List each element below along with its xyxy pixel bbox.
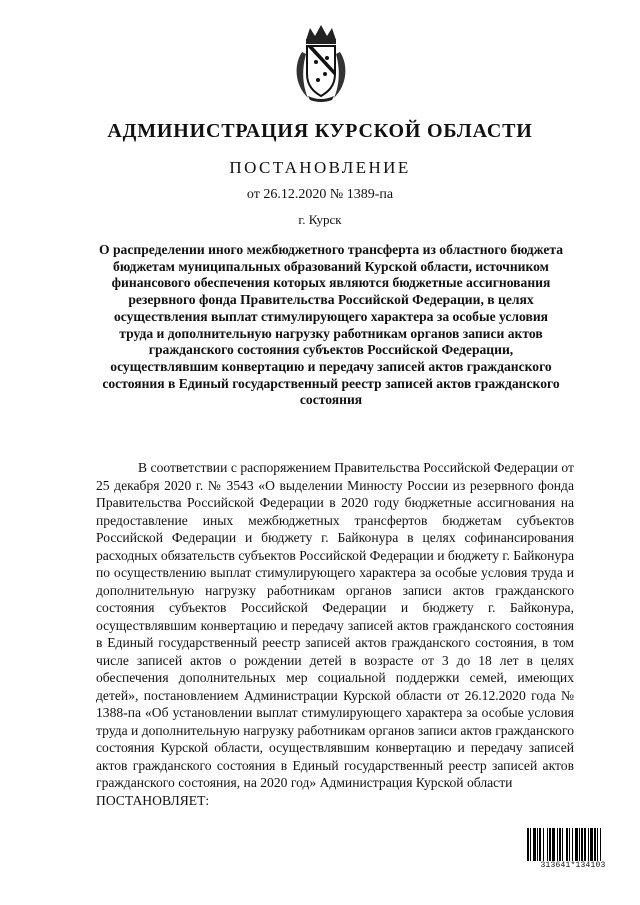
document-body xyxy=(96,459,574,809)
coat-of-arms-emblem xyxy=(292,22,350,102)
document-title: О распределении иного межбюджетного трансферта из областного бюджета бюджетам муниципальных образований Курской области, источником финансового обеспечения которых являются бюджетные ассигнования резервного фонда Правительства Российской Федерации, в целях осуществления выплат стимулирующего характера за особые условия труда и дополнительную нагрузку работникам органов записи актов гражданского состояния субъектов Российской Федерации, осуществлявшим конвертацию и передачу записей актов гражданского состояния в Единый государственный реестр записей актов гражданского состояния xyxy=(99,242,563,408)
document-date-number: от 26.12.2020 № 1389-па xyxy=(246,187,394,202)
document-city: г. Курск xyxy=(298,212,342,227)
body-paragraph: В соответствии с распоряжением Правительства Российской Федерации от 25 декабря 2020 г. № 3543 «О выделении Минюсту России из резервного фонда Правительства Российской Федерации в 2020 году бюджетные ассигнования на предоставление иных межбюджетных трансфертов бюджетам субъектов Российской Федерации и бюджету г. Байконура в целях софинансирования расходных обязательств субъектов Российской Федерации и бюджету г. Байконура по осуществлению выплат стимулирующего характера за особые условия труда и дополнительную нагрузку работникам органов записи актов гражданского состояния субъектов Российской Федерации и бюджету г. Байконура, осуществлявшим конвертацию и передачу записей актов гражданского состояния в Единый государственный реестр записей актов гражданского состояния, в том числе записей актов о рождении детей в возрасте от 3 до 18 лет в целях обеспечения дополнительных мер социальной поддержки семей, имеющих детей», постановлением Администрации Курской области от 26.12.2020 года № 1388-па «Об установлении выплат стимулирующего характера за особые условия труда и дополнительную нагрузку работникам органов записи актов гражданского состояния Курской области, осуществлявшим конвертацию и передачу записей актов гражданского состояния в Единый государственный реестр записей актов гражданского состояния, на 2020 год» Администрация Курской области xyxy=(96,460,574,790)
barcode-number: 313641*134103 xyxy=(526,861,620,870)
organization-name: АДМИНИСТРАЦИЯ КУРСКОЙ ОБЛАСТИ xyxy=(107,120,533,142)
decree-statement: ПОСТАНОВЛЯЕТ: xyxy=(96,792,210,808)
document-type: ПОСТАНОВЛЕНИЕ xyxy=(229,158,411,177)
